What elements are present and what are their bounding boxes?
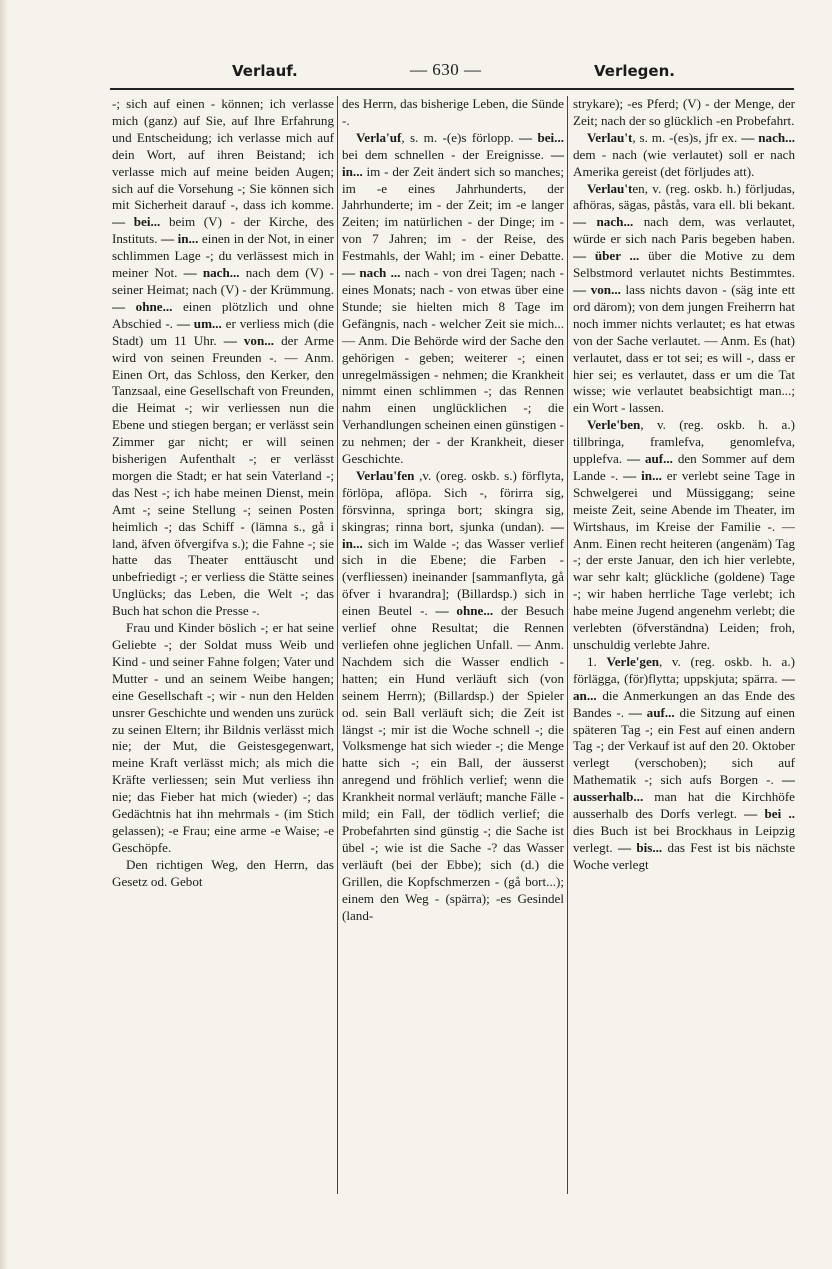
entry-verlaut: Verlau't, s. m. -(es)s, jfr ex. — nach... dem - nach (wie verlautet) soll er nach Amerika gereist (det förljudes att). xyxy=(573,129,795,179)
entry-text: -; sich auf einen - können; ich verlasse mich (ganz) auf Sie, auf Ihre Erfahrung und Entscheidung; ich verlasse mich auf dein Wort, auf ihren Beistand; ich verlasse mich auf meine beiden Augen; sich auf die Vorsehung -; Sie können sich mit Sicherheit darauf -, dass ich komme. — bei... beim (V) - der Kirche, des Instituts. — in... einen in der Not, in einer schlimmen Lage -; du verlässest mich in meiner Not. — nach... nach dem (V) - seiner Heimat; nach (V) - der Krümmung. — ohne... einen plötzlich und ohne Abschied -. — um... er verliess mich (die Stadt) um 11 Uhr. — von... der Arme wird von seinen Freunden -. — Anm. Einen Ort, das Schloss, den Kerker, den Tanzsaal, eine Gesellschaft von Freunden, die Heimat -; wir verliessen nun die Ebene und stiegen bergan; er verlässt sein Zimmer gar nicht; er will seinen bisherigen Aufenthalt -; er verlässt morgen die Stadt; er hat sein Vaterland -; das Nest -; ich habe meinen Dienst, mein Amt -; seine Stellung -; seinen Posten heimlich -; das Schiff - (lämna s., gå i land, äfven öfvergifva s.); die Fahne -; sie hatte das Theater enttäuscht und unbefriedigt -; er verliess die Stätte seines Unglücks; das Leben, die Welt -; das Buch hat schon die Presse -. xyxy=(112,96,334,619)
column-divider-1 xyxy=(337,96,338,1194)
column-divider-2 xyxy=(567,96,568,1194)
entry-text: strykare); -es Pferd; (V) - der Menge, der Zeit; nach der so glücklich -en Probefahrt. xyxy=(573,96,795,128)
header-first-word: Verlauf. xyxy=(232,62,298,80)
running-header xyxy=(0,56,832,86)
column-1 xyxy=(112,96,334,1201)
header-last-word: Verlegen. xyxy=(594,62,675,80)
column-2 xyxy=(342,96,564,1201)
entry-verlauten: Verlau'ten, v. (reg. oskb. h.) förljudas, afhöras, sägas, påstås, vara ell. bli bekant. — nach... nach dem, was verlautet, würde er sich nach Paris begeben haben. — über ... über die Motive zu dem Selbstmord verlautet nichts Bestimmtes. — von... lass nichts davon - (säg inte ett ord därom); von dem jungen Freiherrn hat noch immer nichts verlautet; es hat etwas von der Sache verlautet. — Anm. Es (hat) verlautet, dass er tot sei; es will -, dass er hier sei; es verlautet, dass er um die Tat wisse; wie verlautet beabsichtigt man...; ein Wort - lassen. xyxy=(573,180,795,416)
page-edge-shadow xyxy=(0,0,8,1269)
header-rule xyxy=(110,88,794,90)
entry-verlauf: Verla'uf, s. m. -(e)s förlopp. — bei... bei dem schnellen - der Ereignisse. — in... im - der Zeit ändert sich so manches; im -e eines Jahrhunderts, der Jahrhunderte; im - der Zeit; im -e langer Zeiten; im natürlichen - der Dinge; im - von 7 Jahren; im - der Reise, des Festmahls, der Wahl; im - einer Debatte. — nach ... nach - von drei Tagen; nach - eines Monats; nach - von etwas über eine Stunde; sie hielten mich 8 Tage im Gefängnis, nach - welcher Zeit sie mich... — Anm. Die Behörde wird der Sache den gehörigen - geben; weiterer -; einen unregelmässigen - nehmen; die Krankheit nimmt einen schlimmen -; das Rennen nahm einen unglücklichen -; die Verhandlungen scheinen einen günstigen - zu nehmen; der - der Krankheit, dieser Geschichte. xyxy=(342,129,564,467)
entry-text: Den richtigen Weg, den Herrn, das Gesetz od. Gebot xyxy=(112,856,334,889)
entry-text: des Herrn, das bisherige Leben, die Sünde -. xyxy=(342,96,564,128)
column-3 xyxy=(573,96,795,1201)
entry-verlegen: 1. Verle'gen, v. (reg. oskb. h. a.) förlägga, (för)flytta; uppskjuta; spärra. — an... die Anmerkungen an das Ende des Bandes -. — auf... die Sitzung auf einen späteren Tag -; ein Fest auf einen andern Tag -; der Verkauf ist auf den 20. Oktober verlegt (verschoben); sich auf Mathematik -; sich aufs Borgen -. — ausserhalb... man hat die Kirchhöfe ausserhalb des Dorfs verlegt. — bei .. dies Buch ist bei Brockhaus in Leipzig verlegt. — bis... das Fest ist bis nächste Woche verlegt xyxy=(573,653,795,872)
entry-text: Frau und Kinder böslich -; er hat seine Geliebte -; der Soldat muss Weib und Kind - und seiner Fahne folgen; Vater und Mutter - und an seinem Weibe hangen; eine Gesellschaft -; wir - nun den Helden unsrer Geschichte und wenden uns zurück zu seinen Eltern; ihr Bildnis verlässt mich nie; der Mut, die Geistesgegenwart, meine Kraft verlässt mich; als mich die Kräfte verliessen; sein Mut verliess ihn nie; das Fieber hat mich (wieder) -; das Gedächtnis hat ihn mehrmals - (im Stich gelassen); -e Frau; eine arme -e Waise; -e Geschöpfe. xyxy=(112,620,334,855)
page-number: — 630 — xyxy=(410,60,482,79)
entry-verlaufen: Verlau'fen ,v. (oreg. oskb. s.) förflyta, förlöpa, aflöpa. Sich -, förirra sig, försvinna, springa bort; skingra sig, skingras; rinna bort, sjunka (undan). — in... sich im Walde -; das Wasser verlief sich in die Ebene; die Farben - (verfliessen) ineinander [sammanflyta, gå öfver i hvarandra]; (Billardsp.) sich in einen Beutel -. — ohne... der Besuch verlief ohne Resultat; die Rennen verliefen ohne jeglichen Unfall. — Anm. Nachdem sich die Wasser endlich - hatten; ein Hund verläuft sich (von seinem Herrn); (Billardsp.) der Spieler od. sein Ball verläuft sich; die Zeit ist längst -; mir ist die Woche schnell -; die Volksmenge hat sich wieder -; die Menge hatte sich -; ein Ball, der äusserst anregend und fröhlich verlief; wenn die Krankheit normal verläuft; manche Fälle - mild; ein Fall, der tödlich verlief; die Probefahrten sind günstig -; die Sache ist übel -; wie ist die Sache -? das Wasser verläuft (bei der Ebbe); sich (d.) die Grillen, die Kopfschmerzen - (gå bort...); einem den Weg - (spärra); -es Gesindel (land- xyxy=(342,467,564,923)
entry-verleben: Verle'ben, v. (reg. oskb. h. a.) tillbringa, framlefva, genomlefva, upplefva. — auf... den Sommer auf dem Lande -. — in... er verlebt seine Tage in Schwelgerei und Müssiggang; seine meiste Zeit, seine Abende im Theater, im Wirtshaus, im Kreise der Familie -. — Anm. Einen recht heiteren (angenäm) Tag -; der erste Januar, den ich hier verlebte, war sehr kalt; glückliche (goldene) Tage -; wir haben herrliche Tage verlebt; ich habe meine Jugend angenehm verlebt; die verlebten (öfverständna) Leiden; froh, unschuldig verlebte Jahre. xyxy=(573,417,795,652)
